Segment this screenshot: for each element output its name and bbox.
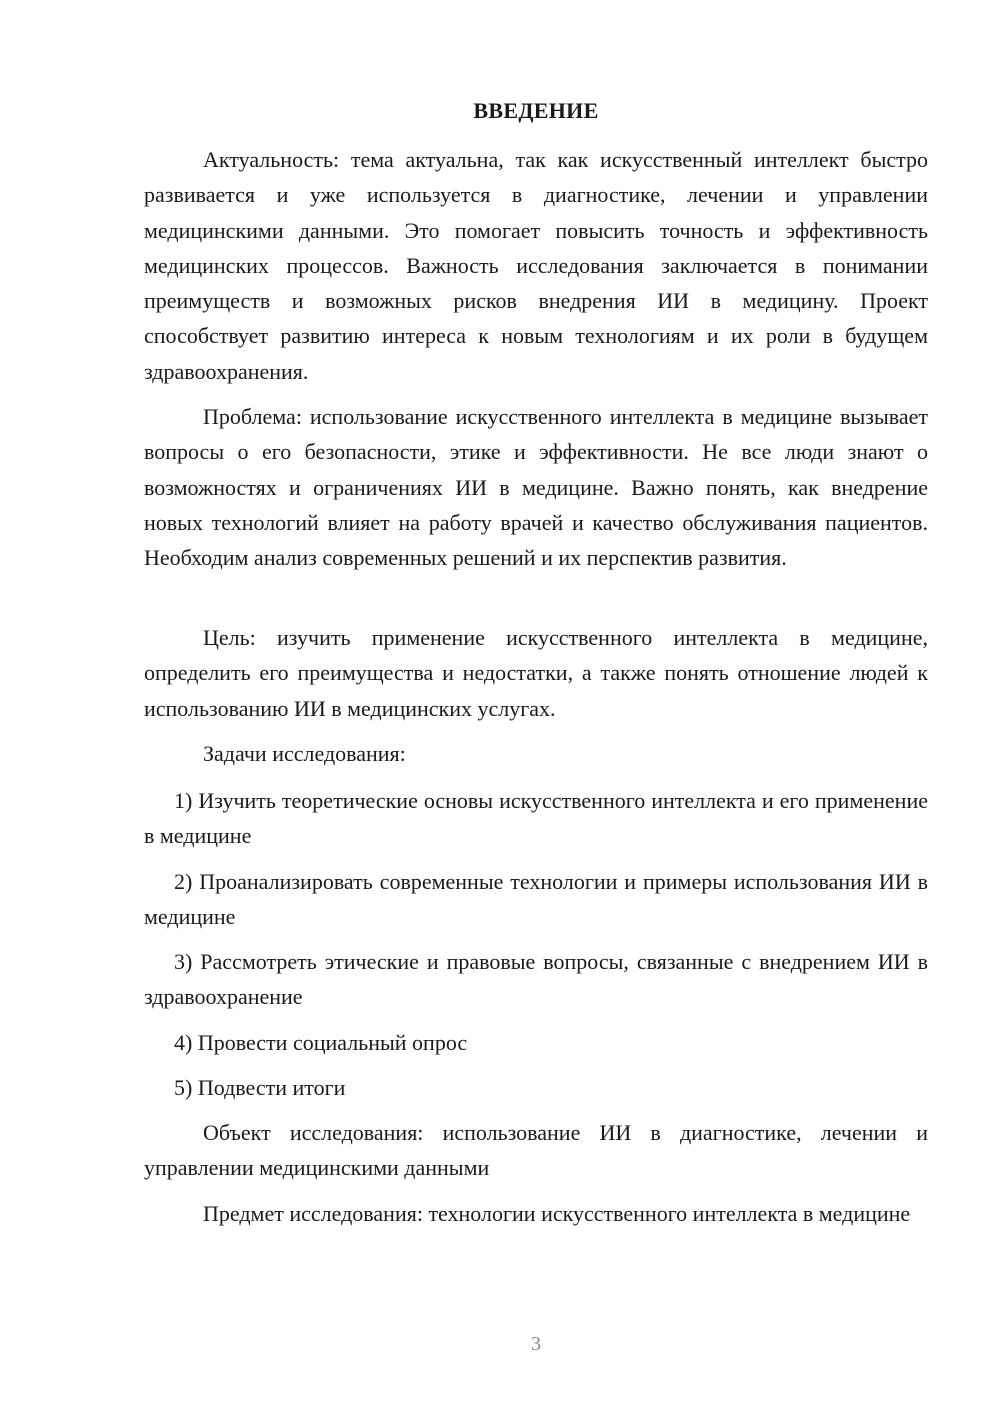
- paragraph-goal: Цель: изучить применение искусственного интеллекта в медицине, определить его преимущества и недостатки, а также понять отношение людей к использованию ИИ в медицинских услугах.: [144, 625, 928, 721]
- paragraph-object: Объект исследования: использование ИИ в диагностике, лечении и управлении медицинскими данными: [144, 1120, 928, 1181]
- paragraph-problem: Проблема: использование искусственного интеллекта в медицине вызывает вопросы о его безопасности, этике и эффективности. Не все люди знают о возможностях и ограничениях ИИ в медицине. Важно понять, как внедрение новых технологий влияет на работу врачей и качество обслуживания пациентов. Необходим анализ современных решений и их перспектив развития.: [144, 404, 928, 571]
- paragraph-tasks-heading: Задачи исследования:: [203, 741, 406, 766]
- task-item-1: 1) Изучить теоретические основы искусственного интеллекта и его применение в медицине: [144, 788, 928, 849]
- page-number: 3: [531, 1333, 541, 1355]
- paragraph-relevance: Актуальность: тема актуальна, так как искусственный интеллект быстро развивается и уже используется в диагностике, лечении и управлении медицинскими данными. Это помогает повысить точность и эффективность медицинских процессов. Важность исследования заключается в понимании преимуществ и возможных рисков внедрения ИИ в медицину. Проект способствует развитию интереса к новым технологиям и их роли в будущем здравоохранения.: [144, 147, 928, 384]
- document-page: [144, 0, 928, 1414]
- paragraph-subject: Предмет исследования: технологии искусственного интеллекта в медицине: [203, 1201, 911, 1226]
- task-item-2: 2) Проанализировать современные технологии и примеры использования ИИ в медицине: [144, 869, 928, 930]
- task-item-5: 5) Подвести итоги: [174, 1075, 346, 1100]
- page-title: ВВЕДЕНИЕ: [473, 98, 599, 123]
- task-item-4: 4) Провести социальный опрос: [174, 1030, 468, 1055]
- task-item-3: 3) Рассмотреть этические и правовые вопросы, связанные с внедрением ИИ в здравоохранение: [144, 949, 928, 1010]
